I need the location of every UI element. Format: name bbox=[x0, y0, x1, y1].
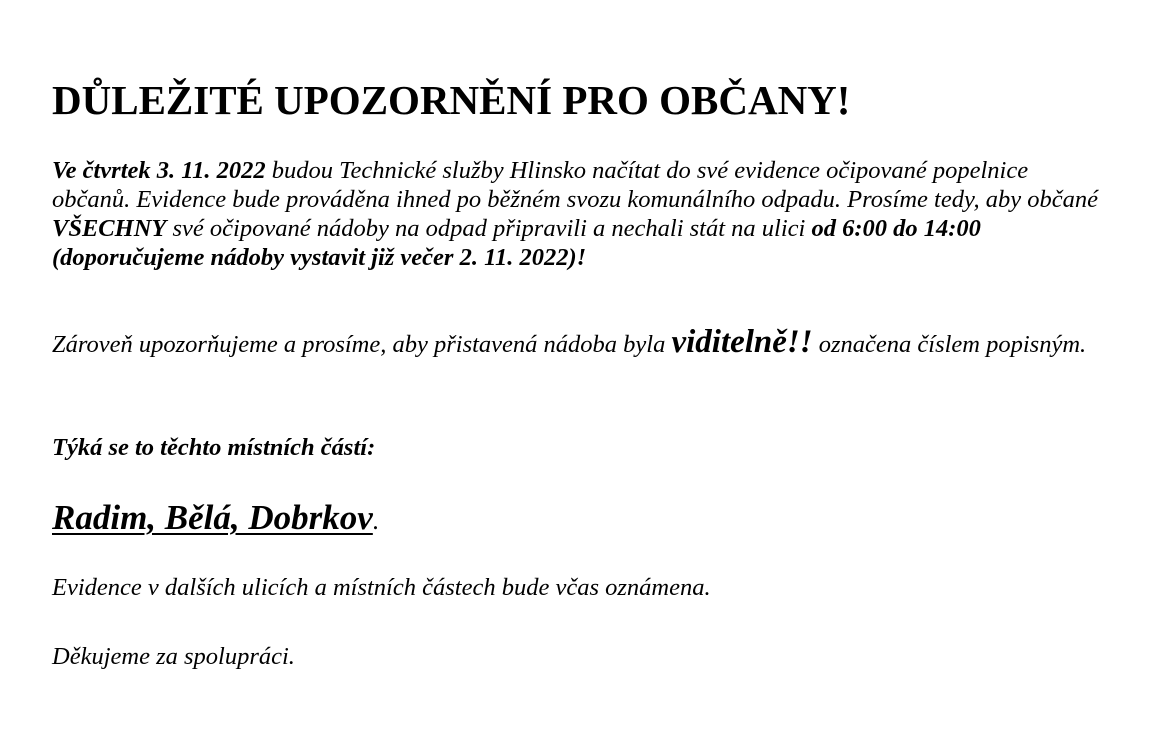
affected-areas-heading: Týká se to těchto místních částí: bbox=[52, 434, 376, 461]
paragraph1-text-b: své očipované nádoby na odpad připravili a nechali stát na ulici bbox=[166, 215, 812, 242]
paragraph2-text-b: označena číslem popisným. bbox=[812, 331, 1087, 358]
affected-places bbox=[52, 496, 379, 543]
other-areas-note: Evidence v dalších ulicích a místních částech bude včas oznámena. bbox=[52, 574, 711, 601]
notice-title: DŮLEŽITÉ UPOZORNĚNÍ PRO OBČANY! bbox=[52, 77, 851, 123]
thanks-note: Děkujeme za spolupráci. bbox=[52, 643, 295, 670]
paragraph2-text-a: Zároveň upozorňujeme a prosíme, aby přistavená nádoba byla bbox=[52, 331, 672, 358]
paragraph1-text-a: budou Technické služby Hlinsko načítat do své evidence očipované popelnice občanů. Evidence bude prováděna ihned po běžném svozu komunálního odpadu. Prosíme tedy, aby občané bbox=[52, 157, 1098, 213]
visibility-emphasis: viditelně!! bbox=[671, 324, 813, 360]
collection-time: od 6:00 do 14:00 (doporučujeme nádoby vystavit již večer 2. 11. 2022)! bbox=[52, 215, 981, 271]
collection-date-paragraph bbox=[52, 156, 1112, 272]
collection-date: Ve čtvrtek 3. 11. 2022 bbox=[52, 157, 266, 184]
all-emphasis: VŠECHNY bbox=[52, 215, 167, 242]
places-list: Radim, Bělá, Dobrkov bbox=[52, 498, 373, 537]
places-suffix: . bbox=[372, 506, 380, 535]
visibility-paragraph bbox=[52, 324, 1092, 360]
